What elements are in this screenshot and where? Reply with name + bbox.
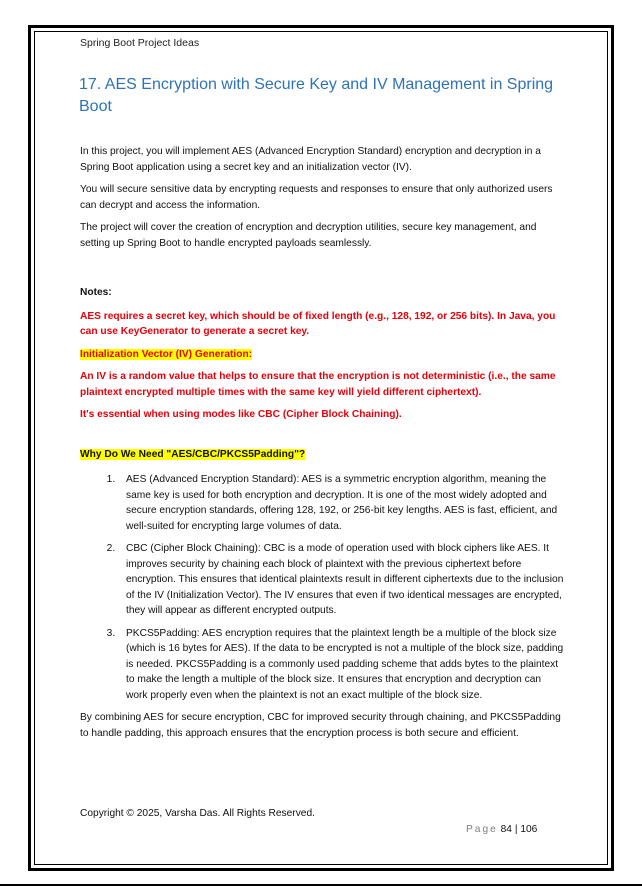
conclusion-paragraph: By combining AES for secure encryption, CBC for improved security through chaining, and PKCS5Padding to handle padding, this approach ensures that the encryption process is both secure and efficient.: [80, 712, 561, 739]
note-secret-key: AES requires a secret key, which should be of fixed length (e.g., 128, 192, or 256 bits). In Java, you can use KeyGenerator to generate a secret key.: [80, 310, 556, 337]
section-title: 17. AES Encryption with Secure Key and IV Management in Spring Boot: [79, 76, 554, 115]
intro-paragraph-2: You will secure sensitive data by encrypting requests and responses to ensure that only authorized users can decrypt and access the information.: [80, 184, 553, 211]
why-item-cbc: 2. CBC (Cipher Block Chaining): CBC is a mode of operation used with block ciphers like AES. It improves security by chaining each block of plaintext with the previous ciphertext before encryption. This ensures that identical plaintexts result in different ciphertexts due to the inclusion of the IV (Initialization Vector). The IV ensures that even if two identical messages are encrypted, they will appear as different encrypted outputs.: [118, 541, 564, 619]
running-header: Spring Boot Project Ideas: [80, 37, 200, 49]
page-word: Page: [466, 824, 498, 835]
page-current: 84: [500, 824, 512, 835]
intro-paragraph-3: The project will cover the creation of encryption and decryption utilities, secure key management, and setting up Spring Boot to handle encrypted payloads seamlessly.: [80, 222, 537, 249]
document-body: [80, 144, 564, 748]
page-separator: |: [514, 824, 518, 835]
intro-paragraph-1: In this project, you will implement AES (Advanced Encryption Standard) encryption and decryption in a Spring Boot application using a secret key and an initialization vector (IV).: [80, 146, 541, 173]
page-number: [466, 824, 537, 835]
note-iv-heading: Initialization Vector (IV) Generation:: [80, 348, 253, 360]
copyright-footer: Copyright © 2025, Varsha Das. All Rights Reserved.: [80, 808, 315, 819]
why-item-aes: 1. AES (Advanced Encryption Standard): AES is a symmetric encryption algorithm, meaning the same key is used for both encryption and decryption. It is one of the most widely adopted and secure encryption standards, offering 128, 192, or 256-bit key lengths. AES is fast, efficient, and well-suited for encrypting large volumes of data.: [118, 472, 564, 534]
why-heading: Why Do We Need "AES/CBC/PKCS5Padding"?: [80, 448, 306, 460]
why-item-pkcs5: 3. PKCS5Padding: AES encryption requires that the plaintext length be a multiple of the block size (which is 16 bytes for AES). If the data to be encrypted is not a multiple of the block size, padding is needed. PKCS5Padding is a commonly used padding scheme that adds bytes to the plaintext to make the length a multiple of the block size. It ensures that encryption and decryption can work properly even when the plaintext is not an exact multiple of the block size.: [118, 626, 564, 704]
page-total: 106: [520, 824, 538, 835]
notes-label: Notes:: [80, 287, 112, 298]
why-list: [80, 472, 564, 703]
note-cbc: It's essential when using modes like CBC (Cipher Block Chaining).: [80, 409, 402, 420]
note-iv-heading-line: [80, 347, 564, 363]
note-iv-description: An IV is a random value that helps to ensure that the encryption is not deterministic (i.e., the same plaintext encrypted multiple times with the same key will yield different ciphertext).: [80, 371, 556, 398]
why-heading-line: [80, 447, 564, 463]
